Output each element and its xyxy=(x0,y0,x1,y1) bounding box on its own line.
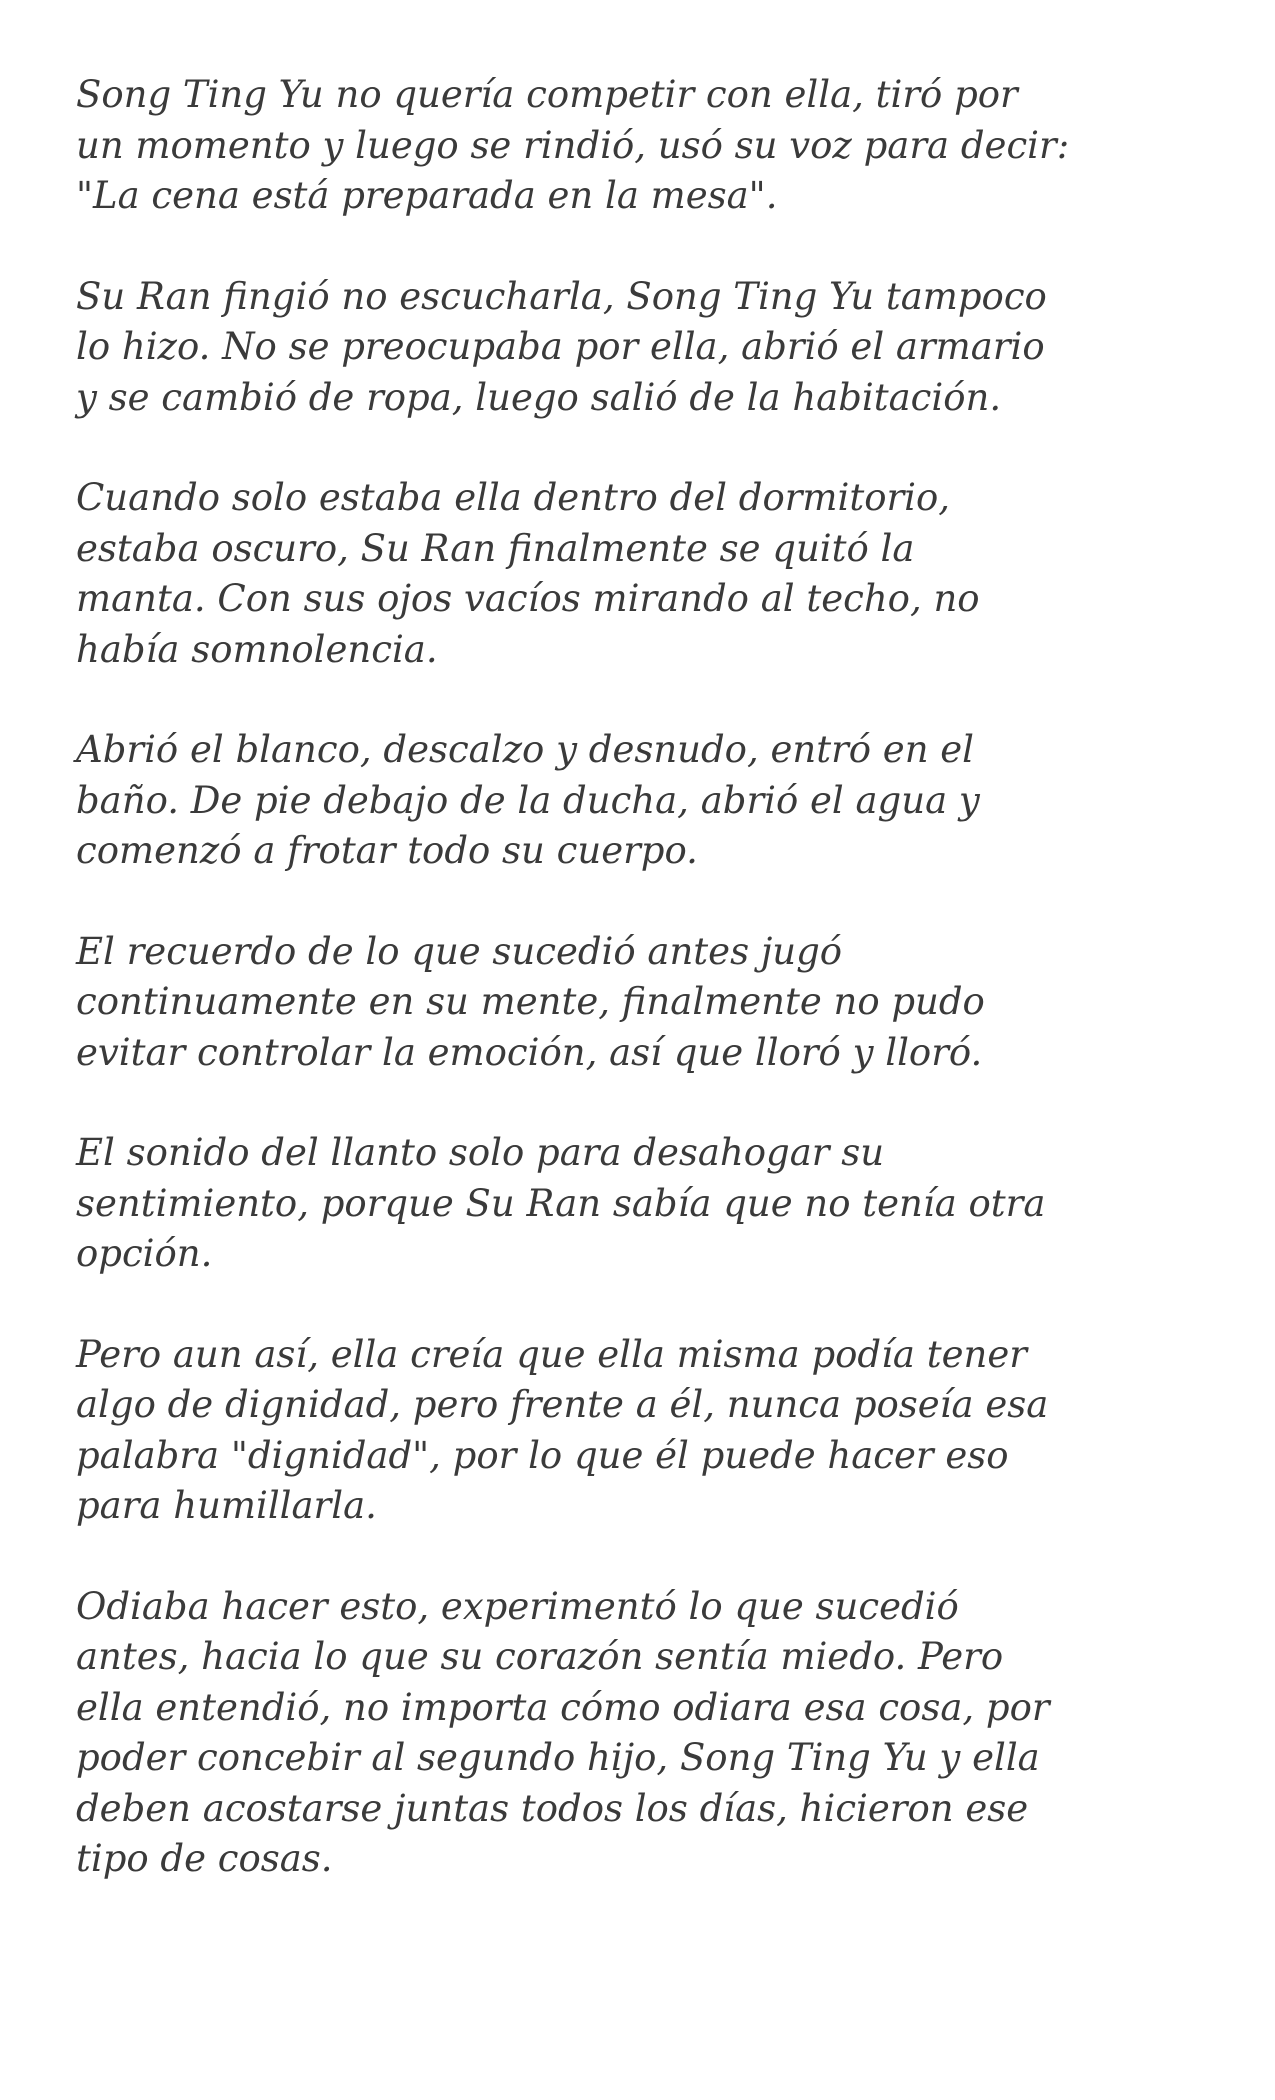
text-line: un momento y luego se rindió, usó su voz para decir: xyxy=(76,123,1070,167)
text-line: Odiaba hacer esto, experimentó lo que sucedió xyxy=(76,1584,959,1628)
paragraph-6 xyxy=(76,1128,1216,1280)
text-line: para humillarla. xyxy=(76,1484,377,1527)
text-line: Su Ran fingió no escucharla, Song Ting Yu tampoco xyxy=(76,274,1047,318)
paragraph-4 xyxy=(76,725,1216,877)
text-line: algo de dignidad, pero frente a él, nunca poseía esa xyxy=(76,1383,1049,1426)
text-line: continuamente en su mente, finalmente no pudo xyxy=(76,980,985,1023)
text-line: "La cena está preparada en la mesa". xyxy=(76,174,778,217)
text-line: baño. De pie debajo de la ducha, abrió el agua y xyxy=(76,778,980,822)
paragraph-2 xyxy=(76,272,1216,424)
text-line: evitar controlar la emoción, así que lloró y lloró. xyxy=(76,1030,983,1074)
paragraph-1 xyxy=(76,70,1216,222)
text-line: Cuando solo estaba ella dentro del dormitorio, xyxy=(76,476,951,519)
text-line: deben acostarse juntas todos los días, hicieron ese xyxy=(76,1786,1029,1830)
text-line: Pero aun así, ella creía que ella misma podía tener xyxy=(76,1332,1027,1376)
text-line: El recuerdo de lo que sucedió antes jugó xyxy=(76,929,843,973)
paragraph-5 xyxy=(76,927,1216,1079)
text-line: Song Ting Yu no quería competir con ella, tiró por xyxy=(76,73,1018,116)
text-line: poder concebir al segundo hijo, Song Ting Yu y ella xyxy=(76,1736,1040,1779)
paragraph-7 xyxy=(76,1330,1216,1532)
text-line: Abrió el blanco, descalzo y desnudo, entró en el xyxy=(76,728,975,771)
text-line: y se cambió de ropa, luego salió de la habitación. xyxy=(76,375,1002,419)
text-line: estaba oscuro, Su Ran finalmente se quitó la xyxy=(76,526,915,570)
text-line: palabra "dignidad", por lo que él puede hacer eso xyxy=(76,1433,1009,1477)
paragraph-8 xyxy=(76,1582,1216,1885)
text-line: manta. Con sus ojos vacíos mirando al techo, no xyxy=(76,577,980,620)
text-line: lo hizo. No se preocupaba por ella, abrió el armario xyxy=(76,325,1045,368)
text-line: opción. xyxy=(76,1232,213,1275)
text-line: ella entendió, no importa cómo odiara esa cosa, por xyxy=(76,1685,1050,1729)
text-line: sentimiento, porque Su Ran sabía que no tenía otra xyxy=(76,1181,1046,1225)
text-line: había somnolencia. xyxy=(76,627,438,671)
document-body xyxy=(76,70,1216,1935)
paragraph-3 xyxy=(76,473,1216,675)
text-line: comenzó a frotar todo su cuerpo. xyxy=(76,829,698,872)
text-line: El sonido del llanto solo para desahogar su xyxy=(76,1131,885,1174)
text-line: tipo de cosas. xyxy=(76,1837,333,1880)
text-line: antes, hacia lo que su corazón sentía miedo. Pero xyxy=(76,1635,1004,1678)
